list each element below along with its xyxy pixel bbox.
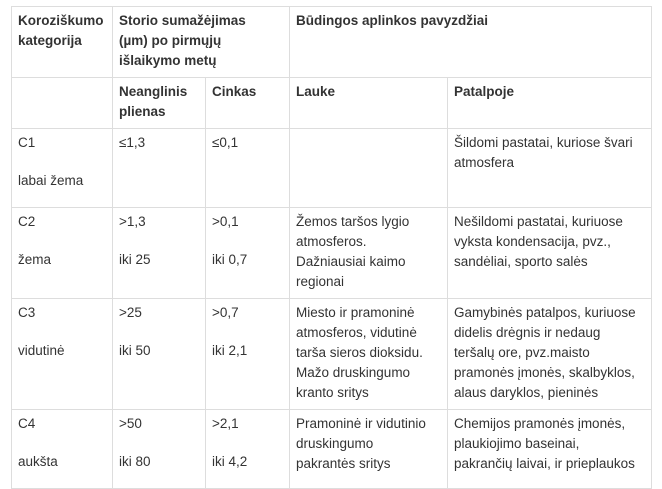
steel-cell bbox=[113, 299, 206, 410]
steel-value: >50 bbox=[119, 416, 142, 431]
steel-value: iki 25 bbox=[119, 252, 151, 267]
zinc-cell bbox=[206, 208, 290, 299]
header-thickness-line: išlaikymo metų bbox=[119, 53, 217, 68]
steel-cell bbox=[113, 129, 206, 208]
header-steel bbox=[113, 78, 206, 129]
indoor-line: vyksta kondensacija, pvz., bbox=[454, 234, 611, 249]
header-examples bbox=[290, 7, 652, 78]
corrosivity-table bbox=[11, 6, 652, 489]
header-zinc bbox=[206, 78, 290, 129]
zinc-value: >2,1 bbox=[212, 416, 239, 431]
zinc-cell bbox=[206, 129, 290, 208]
outdoor-line: Miesto ir pramoninė bbox=[296, 305, 415, 320]
header-thickness-line: Storio sumažėjimas bbox=[119, 13, 246, 28]
header-examples-text: Būdingos aplinkos pavyzdžiai bbox=[296, 13, 489, 28]
category-code: C1 bbox=[18, 135, 36, 150]
zinc-value: iki 0,7 bbox=[212, 252, 248, 267]
outdoor-cell bbox=[290, 129, 448, 208]
header-row-2 bbox=[12, 78, 652, 129]
outdoor-line: kranto sritys bbox=[296, 385, 369, 400]
outdoor-line: atmosferos, vidutinė bbox=[296, 325, 417, 340]
outdoor-cell bbox=[290, 208, 448, 299]
table-row bbox=[12, 208, 652, 299]
header-indoor bbox=[448, 78, 652, 129]
outdoor-cell bbox=[290, 299, 448, 410]
category-code: C2 bbox=[18, 214, 36, 229]
zinc-value: >0,1 bbox=[212, 214, 239, 229]
indoor-line: teršalų ore, pvz.maisto bbox=[454, 345, 590, 360]
indoor-cell bbox=[448, 208, 652, 299]
outdoor-line: tarša sieros dioksidu. bbox=[296, 345, 423, 360]
indoor-line: didelis drėgnis ir nedaug bbox=[454, 325, 601, 340]
outdoor-cell bbox=[290, 410, 448, 489]
indoor-line: pakrančių laivai, ir prieplaukos bbox=[454, 456, 635, 471]
steel-value: iki 80 bbox=[119, 454, 151, 469]
indoor-cell bbox=[448, 299, 652, 410]
category-cell bbox=[12, 299, 113, 410]
zinc-cell bbox=[206, 410, 290, 489]
outdoor-line: regionai bbox=[296, 274, 345, 289]
table-row bbox=[12, 410, 652, 489]
table-row bbox=[12, 129, 652, 208]
indoor-line: pramonės įmonės, skalbyklos, bbox=[454, 365, 635, 380]
outdoor-line: pakrantės sritys bbox=[296, 456, 391, 471]
category-level: vidutinė bbox=[18, 343, 65, 358]
steel-value: >1,3 bbox=[119, 214, 146, 229]
steel-cell bbox=[113, 208, 206, 299]
indoor-line: Nešildomi pastatai, kuriuose bbox=[454, 214, 623, 229]
outdoor-line: atmosferos. bbox=[296, 234, 367, 249]
header-category-line: Koroziškumo bbox=[18, 13, 104, 28]
indoor-cell bbox=[448, 410, 652, 489]
steel-value: iki 50 bbox=[119, 343, 151, 358]
indoor-line: alaus daryklos, pieninės bbox=[454, 385, 599, 400]
category-level: žema bbox=[18, 252, 52, 267]
zinc-value: >0,7 bbox=[212, 305, 239, 320]
category-cell bbox=[12, 410, 113, 489]
category-code: C4 bbox=[18, 416, 36, 431]
steel-value: ≤1,3 bbox=[119, 135, 146, 150]
header-steel-line: plienas bbox=[119, 104, 166, 119]
header-empty-cell bbox=[12, 78, 113, 129]
steel-cell bbox=[113, 410, 206, 489]
header-category-line: kategorija bbox=[18, 33, 82, 48]
outdoor-line: Mažo druskingumo bbox=[296, 365, 411, 380]
header-row-1 bbox=[12, 7, 652, 78]
category-cell bbox=[12, 208, 113, 299]
zinc-value: ≤0,1 bbox=[212, 135, 239, 150]
indoor-line: sandėliai, sporto salės bbox=[454, 254, 588, 269]
indoor-line: plaukiojimo baseinai, bbox=[454, 436, 580, 451]
header-thickness-line: (µm) po pirmųjų bbox=[119, 33, 222, 48]
zinc-value: iki 2,1 bbox=[212, 343, 248, 358]
outdoor-line: Dažniausiai kaimo bbox=[296, 254, 406, 269]
header-indoor-text: Patalpoje bbox=[454, 84, 515, 99]
category-cell bbox=[12, 129, 113, 208]
header-thickness bbox=[113, 7, 290, 78]
zinc-cell bbox=[206, 299, 290, 410]
indoor-line: Gamybinės patalpos, kuriuose bbox=[454, 305, 636, 320]
header-outdoor-text: Lauke bbox=[296, 84, 336, 99]
indoor-line: Chemijos pramonės įmonės, bbox=[454, 416, 626, 431]
header-category bbox=[12, 7, 113, 78]
table-row bbox=[12, 299, 652, 410]
header-steel-line: Neanglinis bbox=[119, 84, 188, 99]
steel-value: >25 bbox=[119, 305, 142, 320]
outdoor-line: druskingumo bbox=[296, 436, 374, 451]
header-zinc-text: Cinkas bbox=[212, 84, 257, 99]
indoor-cell bbox=[448, 129, 652, 208]
header-outdoor bbox=[290, 78, 448, 129]
indoor-line: atmosfera bbox=[454, 155, 515, 170]
outdoor-line: Pramoninė ir vidutinio bbox=[296, 416, 426, 431]
category-code: C3 bbox=[18, 305, 36, 320]
indoor-line: Šildomi pastatai, kuriose švari bbox=[454, 135, 633, 150]
zinc-value: iki 4,2 bbox=[212, 454, 248, 469]
category-level: aukšta bbox=[18, 454, 58, 469]
category-level: labai žema bbox=[18, 173, 84, 188]
outdoor-line: Žemos taršos lygio bbox=[296, 214, 410, 229]
